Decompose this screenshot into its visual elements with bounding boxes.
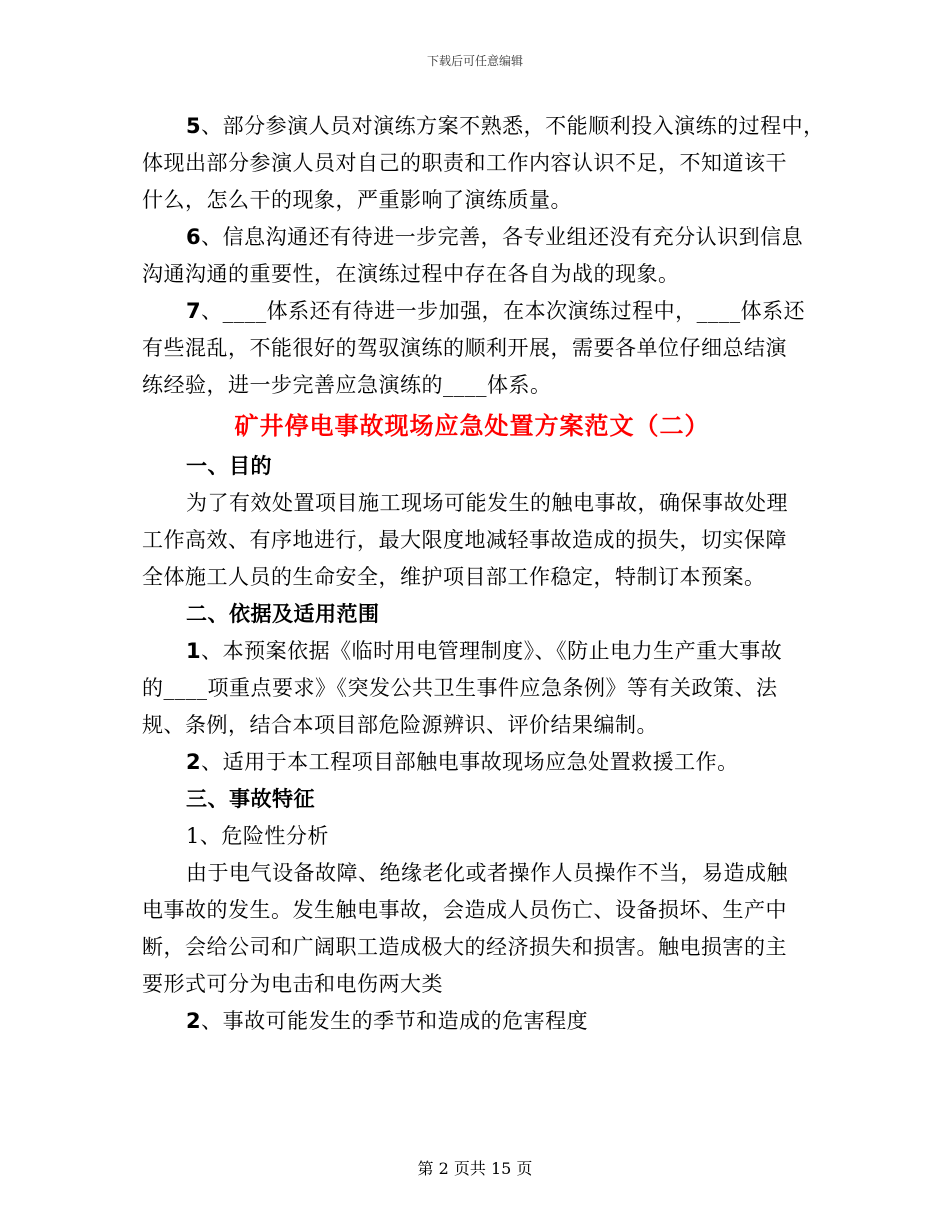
item-number: 1: [186, 639, 202, 663]
subheading-risk-analysis: 1、危险性分析: [186, 824, 329, 848]
para-7-line-3: 练经验，进一步完善应急演练的____体系。: [142, 373, 552, 397]
risk-line-1: 由于电气设备故障、绝缘老化或者操作人员操作不当，易造成触: [186, 861, 788, 885]
basis-line-3: 规、条例，结合本项目部危险源辨识、评价结果编制。: [142, 713, 658, 737]
purpose-line-3: 全体施工人员的生命安全，维护项目部工作稳定，特制订本预案。: [142, 565, 766, 589]
para-text: 、本预案依据《临时用电管理制度》、《防止电力生产重大事故: [201, 639, 783, 663]
risk-line-4: 要形式可分为电击和电伤两大类: [142, 972, 443, 996]
page-header: 下载后可任意编辑: [426, 54, 523, 68]
para-6-line-2: 沟通沟通的重要性，在演练过程中存在各自为战的现象。: [142, 262, 680, 286]
para-text: 、____体系还有待进一步加强，在本次演练过程中，____体系还: [201, 299, 806, 323]
para-6-line-1: [142, 219, 822, 256]
purpose-line-2: 工作高效、有序地进行，最大限度地减轻事故造成的损失，切实保障: [142, 528, 787, 552]
section-title: 矿井停电事故现场应急处置方案范文（二）: [234, 412, 710, 440]
heading-basis-scope: 二、依据及适用范围: [186, 602, 380, 626]
risk-line-3: 断，会给公司和广阔职工造成极大的经济损失和损害。触电损害的主: [142, 935, 787, 959]
item-number: 7: [186, 299, 202, 323]
para-5-line-3: 什么，怎么干的现象，严重影响了演练质量。: [142, 188, 572, 212]
para-text: 、信息沟通还有待进一步完善，各专业组还没有充分认识到信息: [201, 225, 804, 249]
subheading-season-harm: [142, 1003, 822, 1040]
document-body: [142, 108, 825, 1040]
scope-line-1: [142, 744, 822, 781]
para-text: 、事故可能发生的季节和造成的危害程度: [201, 1009, 589, 1033]
item-number: 6: [186, 225, 202, 249]
heading-accident-features: 三、事故特征: [186, 787, 315, 811]
risk-line-2: 电事故的发生。发生触电事故，会造成人员伤亡、设备损坏、生产中: [142, 898, 787, 922]
basis-line-2: 的____项重点要求》《突发公共卫生事件应急条例》等有关政策、法: [142, 676, 778, 700]
para-5-line-1: [142, 108, 825, 145]
page-footer: 第 2 页共 15 页: [417, 1159, 533, 1178]
para-7-line-1: [142, 293, 822, 330]
para-5-line-2: 体现出部分参演人员对自己的职责和工作内容认识不足，不知道该干: [142, 151, 787, 175]
item-number: 2: [186, 750, 202, 774]
purpose-line-1: 为了有效处置项目施工现场可能发生的触电事故，确保事故处理: [186, 491, 788, 515]
para-7-line-2: 有些混乱，不能很好的驾驭演练的顺利开展，需要各单位仔细总结演: [142, 336, 787, 360]
heading-purpose: 一、目的: [186, 454, 272, 478]
para-text: 、部分参演人员对演练方案不熟悉，不能顺利投入演练的过程中，: [201, 114, 825, 138]
basis-line-1: [142, 633, 822, 670]
item-number: 5: [186, 114, 202, 138]
para-text: 、适用于本工程项目部触电事故现场应急处置救援工作。: [201, 750, 739, 774]
item-number: 2: [186, 1009, 202, 1033]
